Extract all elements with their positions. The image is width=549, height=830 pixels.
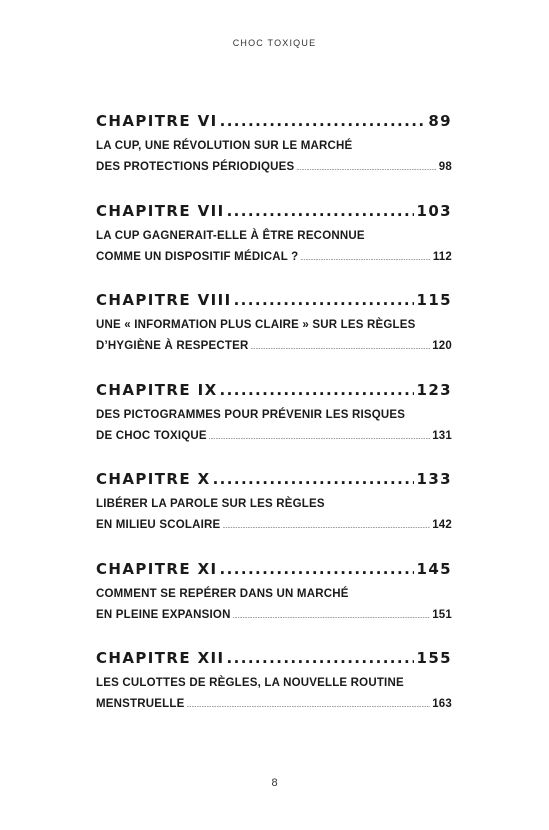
section-page-number: 112: [432, 250, 452, 263]
chapter-title: CHAPITRE XII: [96, 649, 225, 667]
section-text: DES PROTECTIONS PÉRIODIQUES: [96, 161, 295, 173]
table-of-contents: [96, 112, 452, 739]
chapter-heading-row[interactable]: [96, 560, 452, 584]
chapter-page-number: 89: [428, 112, 452, 130]
section-text: DES PICTOGRAMMES POUR PRÉVENIR LES RISQUES: [96, 408, 406, 421]
chapter-heading-row[interactable]: [96, 470, 452, 494]
section-text: LIBÉRER LA PAROLE SUR LES RÈGLES: [96, 498, 325, 510]
chapter-page-number: 115: [416, 291, 452, 309]
section-text: DE CHOC TOXIQUE: [96, 429, 207, 442]
chapter-page-number: 133: [416, 470, 452, 488]
section-line-2[interactable]: [96, 336, 452, 357]
dot-leader: [220, 560, 415, 578]
section-line-1: [96, 136, 452, 157]
dot-leader: [213, 470, 415, 488]
section-page-number: 131: [432, 429, 452, 442]
chapter-title: CHAPITRE VII: [96, 201, 225, 220]
section-text: COMME UN DISPOSITIF MÉDICAL ?: [96, 250, 299, 263]
section-line-2[interactable]: [96, 515, 452, 536]
chapter-page-number: 155: [416, 649, 452, 667]
section-page-number: 98: [438, 161, 452, 173]
section-text: LA CUP GAGNERAIT-ELLE À ÊTRE RECONNUE: [96, 229, 365, 242]
section-line-1: [96, 405, 452, 426]
chapter-title: CHAPITRE IX: [96, 380, 218, 399]
toc-chapter-12: [96, 649, 452, 739]
section-line-1: [96, 226, 452, 247]
dot-leader: [186, 696, 430, 715]
toc-chapter-8: [96, 291, 452, 381]
toc-chapter-11: [96, 560, 452, 650]
chapter-title: CHAPITRE VI: [96, 112, 218, 130]
page-number: 8: [271, 777, 278, 789]
section-line-1: [96, 315, 452, 336]
section-text: LA CUP, UNE RÉVOLUTION SUR LE MARCHÉ: [96, 140, 353, 152]
dot-leader: [234, 291, 415, 309]
section-line-2[interactable]: [96, 694, 452, 715]
chapter-page-number: 123: [416, 380, 452, 399]
section-text: COMMENT SE REPÉRER DANS UN MARCHÉ: [96, 587, 349, 600]
section-page-number: 142: [432, 519, 452, 531]
section-line-1: [96, 584, 452, 605]
dot-leader: [250, 338, 430, 357]
section-text: EN MILIEU SCOLAIRE: [96, 519, 221, 531]
section-line-2[interactable]: [96, 157, 452, 178]
chapter-title: CHAPITRE XI: [96, 559, 218, 578]
toc-chapter-9: [96, 381, 452, 471]
section-line-1: [96, 673, 452, 694]
chapter-heading-row[interactable]: [96, 381, 452, 405]
dot-leader: [233, 607, 431, 626]
dot-leader: [300, 249, 430, 268]
section-text: EN PLEINE EXPANSION: [96, 608, 231, 621]
chapter-heading-row[interactable]: [96, 291, 452, 315]
section-line-1: [96, 494, 452, 515]
dot-leader: [296, 159, 436, 178]
chapter-title: CHAPITRE X: [96, 470, 211, 488]
section-text: LES CULOTTES DE RÈGLES, LA NOUVELLE ROUTINE: [96, 677, 404, 689]
dot-leader: [220, 381, 415, 399]
section-text: D’HYGIÈNE À RESPECTER: [96, 340, 249, 352]
dot-leader: [227, 649, 415, 667]
chapter-title: CHAPITRE VIII: [96, 291, 232, 309]
section-text: MENSTRUELLE: [96, 698, 185, 710]
chapter-heading-row[interactable]: [96, 112, 452, 136]
running-head: CHOC TOXIQUE: [232, 38, 317, 48]
dot-leader: [227, 202, 415, 220]
dot-leader: [222, 517, 430, 536]
dot-leader: [220, 112, 427, 130]
section-page-number: 151: [432, 608, 452, 621]
section-page-number: 163: [432, 698, 452, 710]
section-line-2[interactable]: [96, 426, 452, 447]
toc-chapter-7: [96, 202, 452, 292]
dot-leader: [209, 428, 430, 447]
chapter-page-number: 145: [416, 559, 452, 578]
chapter-page-number: 103: [416, 201, 452, 220]
toc-chapter-6: [96, 112, 452, 202]
section-page-number: 120: [432, 340, 452, 352]
section-line-2[interactable]: [96, 605, 452, 626]
chapter-heading-row[interactable]: [96, 202, 452, 226]
chapter-heading-row[interactable]: [96, 649, 452, 673]
section-text: UNE « INFORMATION PLUS CLAIRE » SUR LES RÈGLES: [96, 319, 416, 331]
toc-chapter-10: [96, 470, 452, 560]
section-line-2[interactable]: [96, 247, 452, 268]
